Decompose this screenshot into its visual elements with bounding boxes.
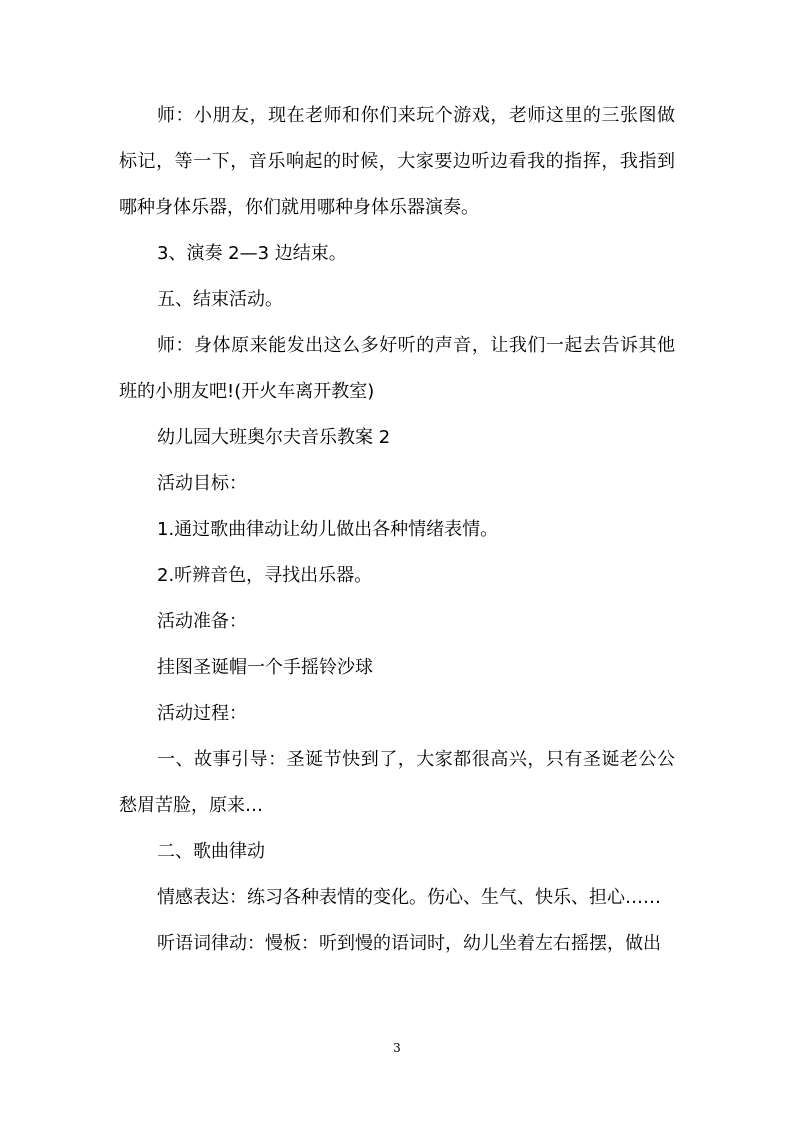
goal-item-1: 1.通过歌曲律动让幼儿做出各种情绪表情。: [157, 519, 499, 540]
paragraph-teacher-game: 师：小朋友，现在老师和你们来玩个游戏，老师这里的三张图做标记，等一下，音乐响起的时候，大家要边听边看我的指挥，我指到哪种身体乐器，你们就用哪种身体乐器演奏。: [119, 105, 675, 218]
paragraph-teacher-closing: 师：身体原来能发出这么多好听的声音，让我们一起去告诉其他班的小朋友吧!(开火车离开教室): [119, 335, 675, 402]
document-body: [119, 93, 675, 967]
section-heading-end-activity: 五、结束活动。: [157, 289, 283, 310]
goal-item-2: 2.听辨音色，寻找出乐器。: [157, 565, 373, 586]
heading-activity-process: 活动过程：: [157, 703, 247, 724]
preparation-items: 挂图圣诞帽一个手摇铃沙球: [157, 657, 373, 678]
paragraph-step-3: 3、演奏 2—3 边结束。: [157, 243, 347, 264]
paragraph-story-intro: 一、故事引导：圣诞节快到了，大家都很高兴，只有圣诞老公公愁眉苦脸，原来…: [119, 749, 675, 816]
heading-song-rhythm: 二、歌曲律动: [157, 841, 265, 862]
paragraph-emotion-expression: 情感表达：练习各种表情的变化。伤心、生气、快乐、担心……: [157, 887, 661, 908]
heading-activity-goals: 活动目标：: [157, 473, 247, 494]
heading-activity-preparation: 活动准备：: [157, 611, 247, 632]
lesson-title-2: 幼儿园大班奥尔夫音乐教案 2: [157, 427, 391, 448]
page-number: 3: [393, 1041, 401, 1055]
paragraph-word-rhythm: 听语词律动：慢板：听到慢的语词时，幼儿坐着左右摇摆，做出: [157, 933, 661, 954]
